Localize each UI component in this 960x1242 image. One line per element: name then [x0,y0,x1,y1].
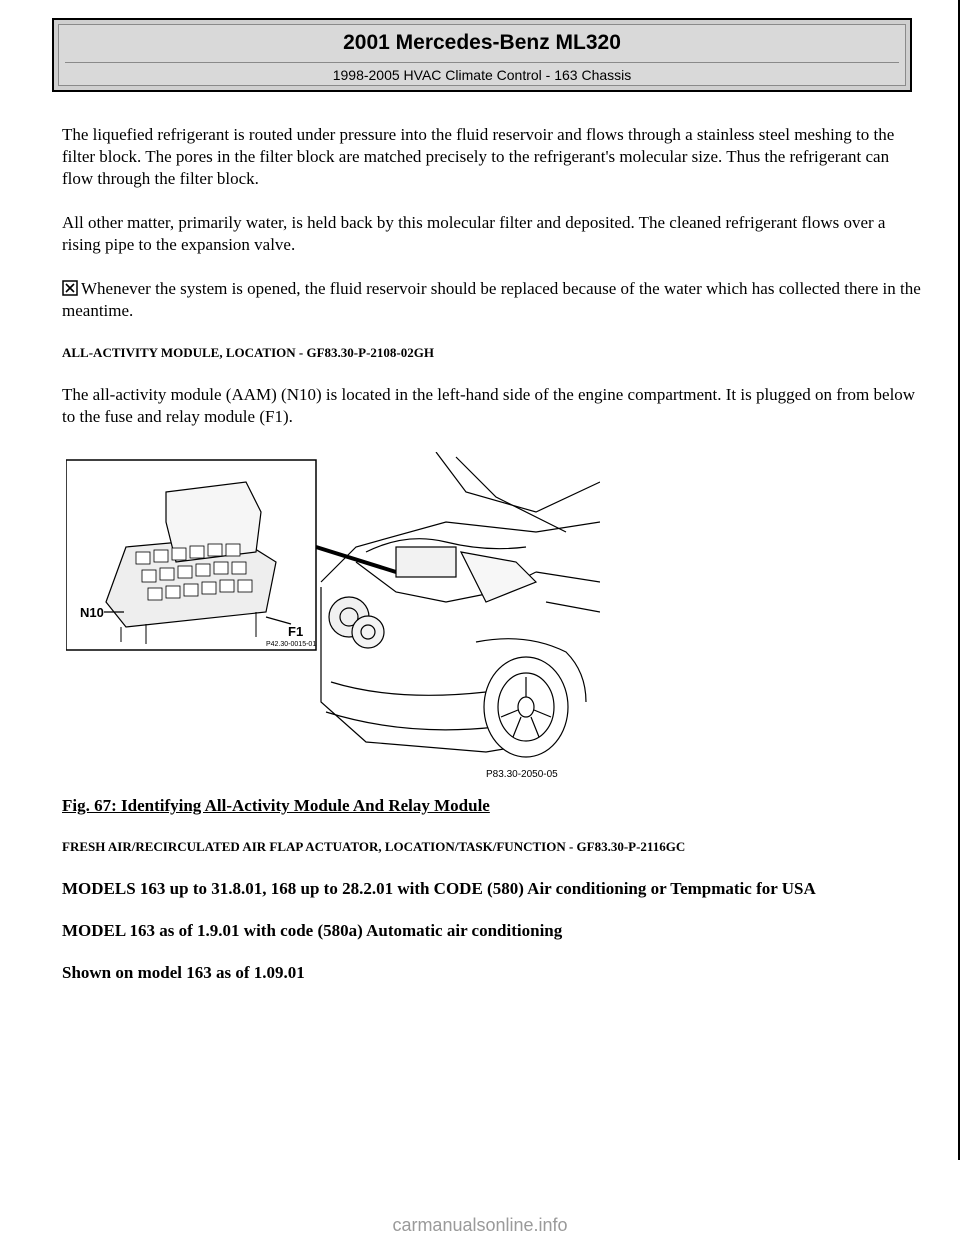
inset-code: P42.30-0015-01 [266,641,317,648]
header-panel [58,24,906,86]
figure-caption[interactable]: Fig. 67: Identifying All-Activity Module And Relay Module [62,796,490,815]
inset-fuse-relay-module [66,460,316,650]
models-line-2 [62,920,942,942]
paragraph-aam-location: The all-activity module (AAM) (N10) is located in the left-hand side of the engine compartment. It is plugged on from below to the fuse and relay module (F1). [62,385,916,426]
header-title: 2001 Mercedes-Benz ML320 [343,31,621,54]
figure-engine-compartment [66,452,600,782]
header-divider [65,62,899,63]
document-body [62,124,922,428]
section-heading-flap-actuator [62,838,942,856]
models-line-1 [62,878,942,900]
watermark: carmanualsonline.info [392,1215,568,1235]
header-subtitle: 1998-2005 HVAC Climate Control - 163 Chassis [332,67,632,83]
paragraph-refrigerant: The liquefied refrigerant is routed under pressure into the fluid reservoir and flows through a stainless steel meshing to the filter block. The pores in the filter block are matched precisely to the refrigerant's molecular size. Thus the refrigerant can flow through the filter block. [62,125,895,188]
models-line-1-text: MODELS 163 up to 31.8.01, 168 up to 28.2.01 with CODE (580) Air conditioning or Tempmatic for USA [62,879,816,898]
section-heading-aam: ALL-ACTIVITY MODULE, LOCATION - GF83.30-P-2108-02GH [62,345,434,360]
flap-actuator-heading-text: FRESH AIR/RECIRCULATED AIR FLAP ACTUATOR, LOCATION/TASK/FUNCTION - GF83.30-P-2116GC [62,839,686,854]
figure-code: P83.30-2050-05 [486,769,558,780]
note-icon [62,280,78,296]
shown-on-line [62,962,942,984]
leader-line [316,547,396,572]
note-text: Whenever the system is opened, the fluid reservoir should be replaced because of the water which has collected there in the meantime. [62,279,921,320]
vehicle-front-illustration [321,452,600,757]
document-header [52,18,912,92]
paragraph-filter: All other matter, primarily water, is held back by this molecular filter and deposited. The cleaned refrigerant flows over a rising pipe to the expansion valve. [62,213,886,254]
label-n10: N10 [80,605,104,620]
shown-on-text: Shown on model 163 as of 1.09.01 [62,963,305,982]
models-line-2-text: MODEL 163 as of 1.9.01 with code (580a) Automatic air conditioning [62,921,563,940]
label-f1: F1 [288,624,304,639]
note-paragraph [62,278,922,322]
